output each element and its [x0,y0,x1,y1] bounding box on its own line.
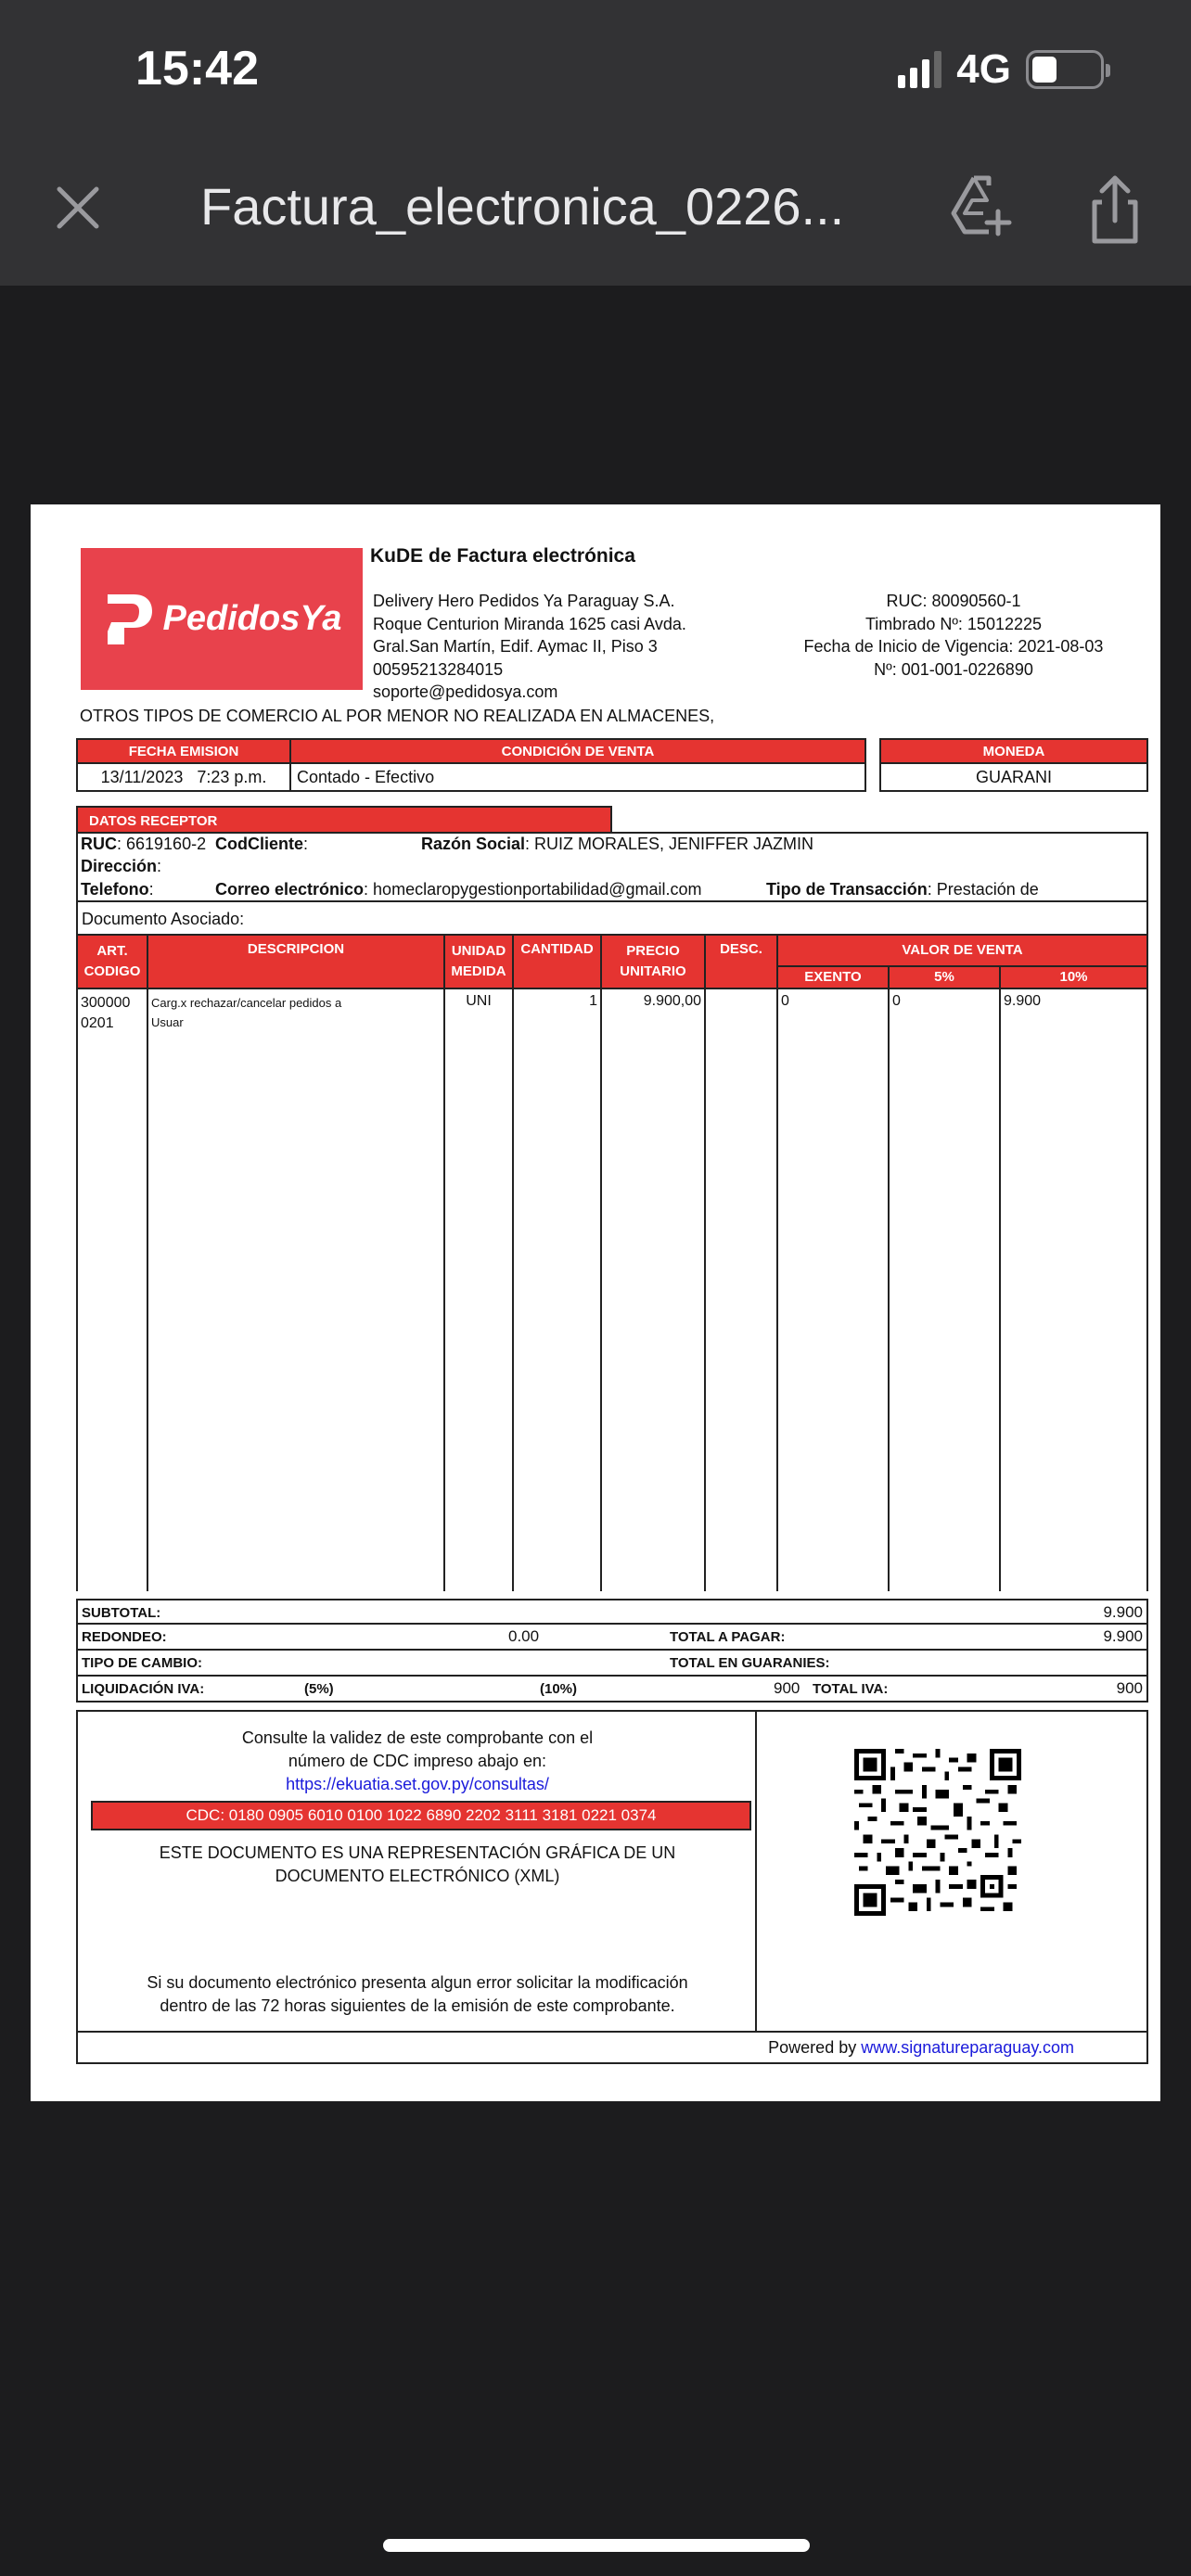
condicion-venta-value: Contado - Efectivo [290,763,865,791]
col-iva5: 5% [889,966,1000,988]
tax-info [736,590,1172,681]
direccion-value: : [157,857,162,875]
repr-line-2: DOCUMENTO ELECTRÓNICO (XML) [275,1867,560,1885]
status-time: 15:42 [135,42,259,96]
representation-note [78,1842,757,1888]
ruc-value: : 6619160-2 [117,835,207,853]
col-valor-venta: VALOR DE VENTA [777,935,1147,966]
iva10-value: 900 [774,1679,800,1697]
close-icon[interactable] [52,182,104,234]
moneda-label: MONEDA [880,739,1147,763]
tipo-transaccion-value: : Prestación de [927,880,1039,899]
telefono-label: Telefono [81,880,149,899]
documento-asociado: Documento Asociado: [76,902,1148,936]
invoice-number: Nº: 001-001-0226890 [874,659,1033,679]
col-precio: PRECIO UNITARIO [601,935,705,988]
item-iva10: 9.900 [1000,988,1147,1591]
vigencia: Fecha de Inicio de Vigencia: 2021-08-03 [803,637,1104,656]
iva5-label: (5%) [304,1681,334,1697]
consult-line-1: Consulte la validez de este comprobante con el [241,1728,594,1747]
company-logo [81,548,363,690]
error-note [78,1971,757,2018]
powered-by [76,2031,1148,2064]
table-row [77,988,1147,1591]
liquidacion-label: LIQUIDACIÓN IVA: [82,1681,205,1697]
redondeo-row [76,1625,1148,1651]
currency-table [879,738,1148,792]
powered-prefix: Powered by [768,2038,862,2057]
company-email: soporte@pedidosya.com [373,682,558,701]
fecha-emision-label: FECHA EMISION [77,739,290,763]
company-phone: 00595213284015 [373,659,504,679]
total-pagar-value: 9.900 [1103,1627,1143,1645]
item-precio: 9.900,00 [601,988,705,1591]
condicion-venta-label: CONDICIÓN DE VENTA [290,739,865,763]
codcliente-label: CodCliente [215,835,304,853]
razon-social-label: Razón Social [421,835,526,853]
codcliente-value: : [303,835,309,853]
col-exento: EXENTO [777,966,889,988]
home-indicator[interactable] [383,2539,810,2552]
redondeo-value: 0.00 [508,1627,540,1645]
tipo-cambio-row [76,1651,1148,1677]
company-info [373,590,686,704]
app-header [0,0,1191,286]
col-descripcion: DESCRIPCION [147,935,444,988]
tipo-cambio-label: TIPO DE CAMBIO: [82,1655,202,1671]
correo-label: Correo electrónico [215,880,365,899]
receptor-section-label: DATOS RECEPTOR [76,806,612,834]
document-title: Factura_electronica_0226... [200,177,845,236]
status-indicators [898,46,1104,93]
telefono-value: : [148,880,154,899]
ruc-label: RUC [81,835,117,853]
item-cantidad: 1 [513,988,601,1591]
timbrado: Timbrado Nº: 15012225 [864,614,1043,633]
item-codigo: 300000 0201 [77,988,147,1591]
sale-header-table [76,738,866,792]
pedidosya-logo-icon [102,591,154,648]
item-descripcion: Carg.x rechazar/cancelar pedidos a Usuar [147,988,444,1591]
total-guaranies-label: TOTAL EN GUARANIES: [670,1655,830,1671]
logo-text: PedidosYa [162,599,342,638]
tipo-transaccion-label: Tipo de Transacción [766,880,928,899]
totals-section [76,1599,1148,1702]
total-pagar-label: TOTAL A PAGAR: [670,1629,786,1645]
subtotal-value: 9.900 [1103,1603,1143,1621]
col-codigo: ART. CODIGO [77,935,147,988]
add-to-drive-icon[interactable] [946,172,1013,239]
powered-link[interactable]: www.signatureparaguay.com [861,2038,1074,2057]
consult-line-2: número de CDC impreso abajo en: [288,1752,547,1770]
error-line-2: dentro de las 72 horas siguientes de la emisión de este comprobante. [160,1996,675,2015]
qr-code-icon [854,1745,1021,1919]
receptor-details [76,832,1148,902]
col-cantidad: CANTIDAD [513,935,601,988]
subtotal-label: SUBTOTAL: [82,1605,161,1621]
subtotal-row [76,1599,1148,1625]
company-address-2: Gral.San Martín, Edif. Aymac II, Piso 3 [373,637,658,656]
validation-info [78,1712,757,2031]
network-type: 4G [956,46,1011,92]
item-desc [705,988,777,1591]
ruc: RUC: 80090560-1 [886,592,1021,610]
col-unidad: UNIDAD MEDIDA [444,935,513,988]
item-iva5: 0 [889,988,1000,1591]
redondeo-label: REDONDEO: [82,1629,167,1645]
document-heading: KuDE de Factura electrónica [370,545,635,567]
consult-note [78,1727,757,1796]
battery-icon [1026,50,1104,89]
item-unidad: UNI [444,988,513,1591]
error-line-1: Si su documento electrónico presenta algun error solicitar la modificación [147,1973,688,1992]
fecha-emision-value: 13/11/2023 7:23 p.m. [77,763,290,791]
items-table [76,934,1148,1591]
share-icon[interactable] [1082,172,1148,247]
cdc-code: CDC: 0180 0905 6010 0100 1022 6890 2202 3111 3181 0221 0374 [91,1801,751,1830]
razon-social-value: : RUIZ MORALES, JENIFFER JAZMIN [525,835,814,853]
moneda-value: GUARANI [880,763,1147,791]
company-address-1: Roque Centurion Miranda 1625 casi Avda. [373,614,686,633]
col-desc: DESC. [705,935,777,988]
direccion-label: Dirección [81,857,158,875]
liquidacion-iva-row [76,1677,1148,1702]
business-activity: OTROS TIPOS DE COMERCIO AL POR MENOR NO REALIZADA EN ALMACENES, [80,707,715,725]
cellular-signal-icon [898,51,941,88]
total-iva-label: TOTAL IVA: [813,1681,889,1697]
invoice-page[interactable] [31,504,1160,2101]
item-exento: 0 [777,988,889,1591]
total-iva-value: 900 [1116,1679,1143,1697]
correo-value: : homeclaropygestionportabilidad@gmail.com [364,880,702,899]
repr-line-1: ESTE DOCUMENTO ES UNA REPRESENTACIÓN GRÁFICA DE UN [159,1843,676,1862]
iva10-label: (10%) [540,1681,578,1697]
consult-link[interactable]: https://ekuatia.set.gov.py/consultas/ [286,1775,549,1793]
company-name: Delivery Hero Pedidos Ya Paraguay S.A. [373,592,675,610]
col-iva10: 10% [1000,966,1147,988]
